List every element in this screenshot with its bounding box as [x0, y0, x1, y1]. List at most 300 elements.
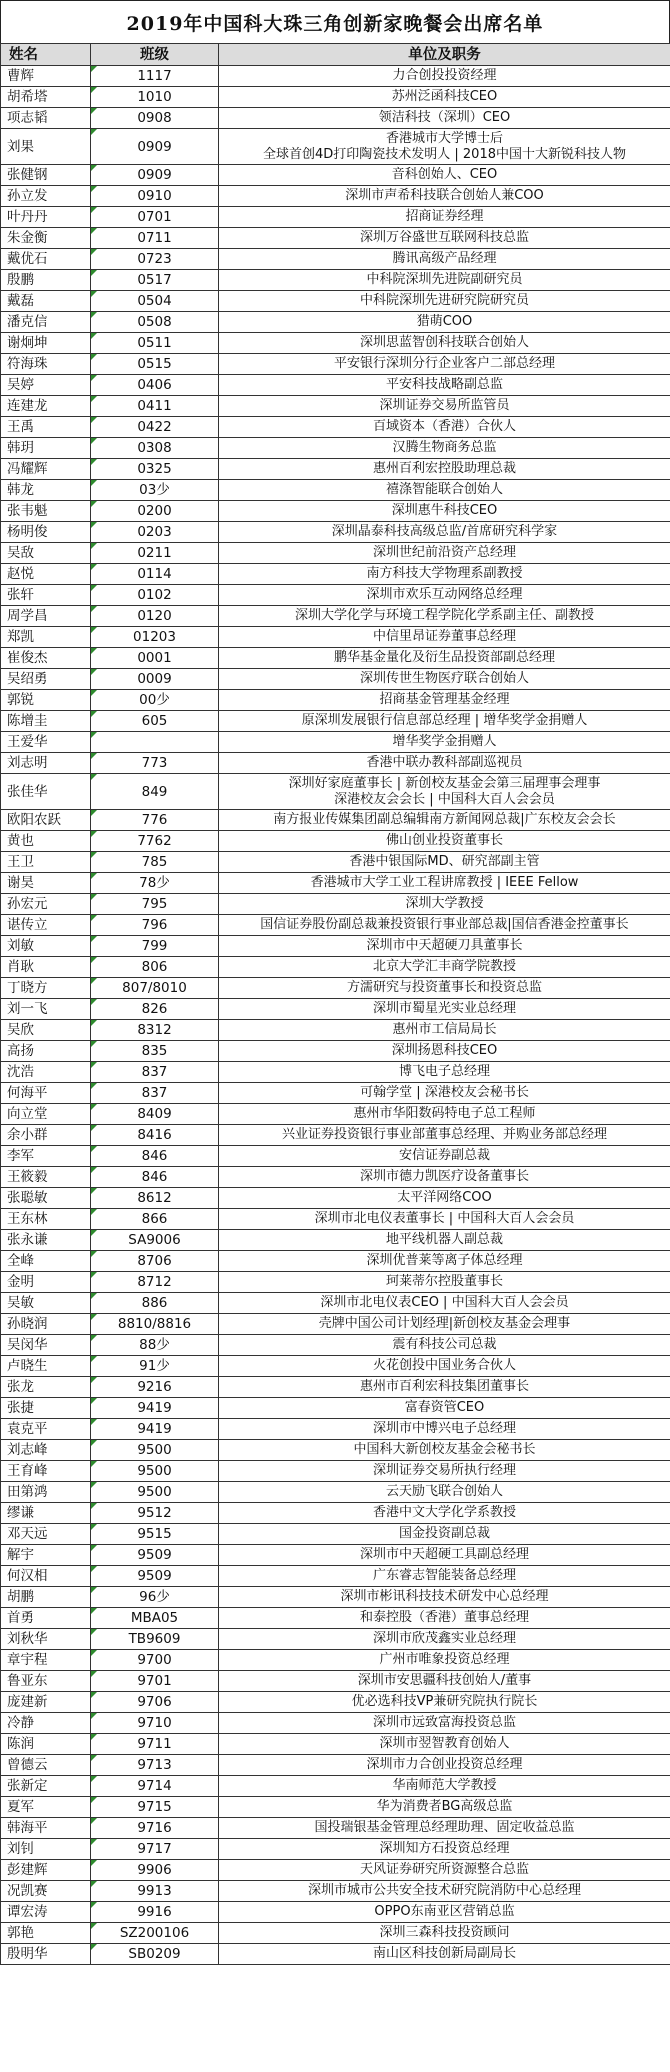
attendee-unit: [219, 564, 670, 585]
table-row: [1, 669, 670, 690]
attendee-name: 韩海平: [1, 1818, 91, 1839]
table-row: [1, 1209, 670, 1230]
unit-line: 全球首创4D打印陶瓷技术发明人 | 2018中国十大新锐科技人物: [262, 146, 626, 162]
attendee-class: 9509: [91, 1566, 219, 1587]
table-row: [1, 1692, 670, 1713]
attendee-class: 9714: [91, 1776, 219, 1797]
attendee-class: 1117: [91, 66, 219, 87]
attendee-class: 0723: [91, 249, 219, 270]
attendee-unit: [219, 1188, 670, 1209]
unit-line: 领洁科技（深圳）CEO: [378, 110, 511, 125]
table-row: [1, 1125, 670, 1146]
table-row: [1, 1293, 670, 1314]
table-row: [1, 1356, 670, 1377]
attendee-unit: [219, 1524, 670, 1545]
attendee-unit: [219, 810, 670, 831]
attendee-name: 冷静: [1, 1713, 91, 1734]
attendee-unit: [219, 1671, 670, 1692]
attendee-class: 8712: [91, 1272, 219, 1293]
unit-line: 深圳市中天超硬刀具董事长: [366, 938, 523, 953]
table-row: [1, 873, 670, 894]
unit-line: 香港中联办教科部副巡视员: [366, 755, 523, 770]
attendee-unit: [219, 873, 670, 894]
attendee-unit: [219, 375, 670, 396]
attendee-class: 796: [91, 915, 219, 936]
table-row: [1, 1734, 670, 1755]
attendee-name: 余小群: [1, 1125, 91, 1146]
table-row: [1, 606, 670, 627]
attendee-name: 韩玥: [1, 438, 91, 459]
attendee-name: 郭艳: [1, 1923, 91, 1944]
table-row: [1, 1104, 670, 1125]
attendee-name: 叶丹丹: [1, 207, 91, 228]
unit-line: 富春资管CEO: [404, 1400, 485, 1415]
table-row: [1, 1188, 670, 1209]
table-row: [1, 66, 670, 87]
attendee-class: 9916: [91, 1902, 219, 1923]
attendee-class: 835: [91, 1041, 219, 1062]
table-row: [1, 564, 670, 585]
attendee-class: 8706: [91, 1251, 219, 1272]
attendee-name: 张新定: [1, 1776, 91, 1797]
attendee-name: 王东林: [1, 1209, 91, 1230]
table-row: [1, 1062, 670, 1083]
attendee-unit: [219, 1650, 670, 1671]
table-row: [1, 375, 670, 396]
attendee-name: 项志韬: [1, 108, 91, 129]
table-row: [1, 1860, 670, 1881]
attendee-unit: [219, 753, 670, 774]
table-body: [1, 66, 670, 1965]
table-row: [1, 1461, 670, 1482]
unit-line: 深圳市城市公共安全技术研究院消防中心总经理: [307, 1883, 581, 1898]
attendee-class: 0908: [91, 108, 219, 129]
attendee-unit: [219, 165, 670, 186]
attendee-class: 0909: [91, 129, 219, 165]
attendee-name: 谭宏涛: [1, 1902, 91, 1923]
table-row: [1, 1755, 670, 1776]
attendee-name: 夏军: [1, 1797, 91, 1818]
table-row: [1, 459, 670, 480]
attendee-name: 孙宏元: [1, 894, 91, 915]
unit-line: 华为消费者BG高级总监: [376, 1799, 513, 1814]
attendee-class: 9512: [91, 1503, 219, 1524]
unit-line: 云天励飞联合创始人: [385, 1484, 503, 1499]
attendee-unit: [219, 87, 670, 108]
table-row: [1, 1608, 670, 1629]
attendee-class: 9906: [91, 1860, 219, 1881]
attendee-unit: [219, 228, 670, 249]
unit-line: 安信证券副总裁: [398, 1148, 490, 1163]
attendee-class: 9717: [91, 1839, 219, 1860]
attendee-class: 9716: [91, 1818, 219, 1839]
attendee-name: 孙立发: [1, 186, 91, 207]
table-row: [1, 480, 670, 501]
table-row: [1, 108, 670, 129]
table-row: [1, 810, 670, 831]
attendee-class: 799: [91, 936, 219, 957]
attendee-name: 王禹: [1, 417, 91, 438]
unit-line: 深圳三森科技投资顾问: [379, 1925, 510, 1940]
unit-line: 广州市唯象投资总经理: [379, 1652, 510, 1667]
unit-line: 禧涤智能联合创始人: [385, 482, 503, 497]
table-row: [1, 1671, 670, 1692]
table-row: [1, 1902, 670, 1923]
unit-line: 平安银行深圳分行企业客户二部总经理: [333, 356, 555, 371]
attendee-name: 吴敏: [1, 1293, 91, 1314]
unit-line: 惠州百利宏控股助理总裁: [372, 461, 516, 476]
attendee-unit: [219, 480, 670, 501]
attendee-name: 彭建辉: [1, 1860, 91, 1881]
attendee-class: [91, 732, 219, 753]
attendee-name: 吴绍勇: [1, 669, 91, 690]
attendee-class: 1010: [91, 87, 219, 108]
unit-line: 深圳市翌智教育创始人: [379, 1736, 510, 1751]
attendee-name: 郑凯: [1, 627, 91, 648]
attendee-unit: [219, 1419, 670, 1440]
table-row: [1, 1167, 670, 1188]
attendee-unit: [219, 1776, 670, 1797]
unit-line: 汉腾生物商务总监: [392, 440, 497, 455]
attendee-class: 0701: [91, 207, 219, 228]
unit-line: 中信里昂证券董事总经理: [372, 629, 516, 644]
table-row: [1, 732, 670, 753]
unit-line: 香港中文大学化学系教授: [372, 1505, 516, 1520]
attendee-unit: [219, 1734, 670, 1755]
unit-line: 香港中银国际MD、研究部副主管: [349, 854, 540, 869]
table-row: [1, 1923, 670, 1944]
attendee-class: 9710: [91, 1713, 219, 1734]
attendee-class: 0102: [91, 585, 219, 606]
attendee-class: 0308: [91, 438, 219, 459]
unit-line: 深圳市北电仪表CEO | 中国科大百人会会员: [320, 1295, 569, 1310]
attendee-unit: [219, 1440, 670, 1461]
attendee-unit: [219, 999, 670, 1020]
attendee-class: 9515: [91, 1524, 219, 1545]
attendee-unit: [219, 354, 670, 375]
attendee-name: 卢晓生: [1, 1356, 91, 1377]
table-row: [1, 957, 670, 978]
attendee-unit: [219, 1104, 670, 1125]
table-row: [1, 627, 670, 648]
attendee-unit: [219, 1335, 670, 1356]
attendee-unit: [219, 186, 670, 207]
attendee-class: 01203: [91, 627, 219, 648]
attendee-unit: [219, 852, 670, 873]
attendee-class: 00少: [91, 690, 219, 711]
table-row: [1, 1881, 670, 1902]
attendee-name: 朱金衡: [1, 228, 91, 249]
table-header-row: [1, 44, 670, 66]
attendee-unit: [219, 522, 670, 543]
attendee-name: 鲁亚东: [1, 1671, 91, 1692]
attendee-name: 张轩: [1, 585, 91, 606]
attendee-name: 周学昌: [1, 606, 91, 627]
attendee-unit: [219, 249, 670, 270]
attendee-name: 全峰: [1, 1251, 91, 1272]
attendee-name: 孙晓润: [1, 1314, 91, 1335]
attendee-name: 符海珠: [1, 354, 91, 375]
attendee-name: 王爱华: [1, 732, 91, 753]
attendee-unit: [219, 543, 670, 564]
attendee-name: 何海平: [1, 1083, 91, 1104]
table-row: [1, 1797, 670, 1818]
unit-line: 深圳晶泰科技高级总监/首席研究科学家: [331, 524, 558, 539]
unit-line: 地平线机器人副总裁: [385, 1232, 503, 1247]
attendee-name: 田第鸿: [1, 1482, 91, 1503]
table-row: [1, 585, 670, 606]
unit-line: 珂莱蒂尔控股董事长: [385, 1274, 503, 1289]
attendee-unit: [219, 66, 670, 87]
attendee-name: 吴婷: [1, 375, 91, 396]
attendee-name: 张健钢: [1, 165, 91, 186]
table-row: [1, 1566, 670, 1587]
unit-line: 北京大学汇丰商学院教授: [372, 959, 516, 974]
attendee-name: 王卫: [1, 852, 91, 873]
table-row: [1, 915, 670, 936]
attendee-unit: [219, 108, 670, 129]
attendee-name: 金明: [1, 1272, 91, 1293]
attendee-unit: [219, 1398, 670, 1419]
table-row: [1, 1650, 670, 1671]
unit-line: 壳牌中国公司计划经理|新创校友基金会理事: [318, 1316, 571, 1331]
attendee-unit: [219, 501, 670, 522]
unit-line: 惠州市工信局局长: [392, 1022, 497, 1037]
unit-line: 深圳传世生物医疗联合创始人: [359, 671, 529, 686]
table-row: [1, 648, 670, 669]
attendee-unit: [219, 1356, 670, 1377]
attendee-unit: [219, 894, 670, 915]
attendee-class: 0120: [91, 606, 219, 627]
attendee-name: 刘志明: [1, 753, 91, 774]
unit-line: 惠州市百利宏科技集团董事长: [359, 1379, 529, 1394]
attendee-class: 9711: [91, 1734, 219, 1755]
unit-line: 华南师范大学教授: [392, 1778, 497, 1793]
attendee-unit: [219, 459, 670, 480]
table-row: [1, 522, 670, 543]
unit-line: 广东睿志智能装备总经理: [372, 1568, 516, 1583]
attendee-unit: [219, 1944, 670, 1965]
unit-line: 深圳市力合创业投资总经理: [366, 1757, 523, 1772]
attendee-unit: [219, 1293, 670, 1314]
unit-line: 深圳市蜀星光实业总经理: [372, 1001, 516, 1016]
attendee-name: 张韦魁: [1, 501, 91, 522]
unit-line: 深圳市彬讯科技技术研发中心总经理: [340, 1589, 549, 1604]
unit-line: 深圳扬恩科技CEO: [391, 1043, 498, 1058]
attendee-class: 9715: [91, 1797, 219, 1818]
attendee-name: 张佳华: [1, 774, 91, 810]
attendee-name: 向立堂: [1, 1104, 91, 1125]
attendee-class: 846: [91, 1167, 219, 1188]
attendee-unit: [219, 1713, 670, 1734]
unit-line: 太平洋网络COO: [397, 1190, 492, 1205]
attendee-name: 欧阳农跃: [1, 810, 91, 831]
attendee-class: 0200: [91, 501, 219, 522]
table-row: [1, 1839, 670, 1860]
attendee-name: 高扬: [1, 1041, 91, 1062]
attendee-class: 866: [91, 1209, 219, 1230]
attendee-unit: [219, 690, 670, 711]
unit-line: 国信证券股份副总裁兼投资银行事业部总裁|国信香港金控董事长: [260, 917, 629, 932]
table-row: [1, 417, 670, 438]
attendee-unit: [219, 1272, 670, 1293]
table-row: [1, 936, 670, 957]
attendee-class: 9419: [91, 1419, 219, 1440]
unit-line: 深圳大学教授: [405, 896, 484, 911]
attendee-name: 吴敌: [1, 543, 91, 564]
table-row: [1, 1944, 670, 1965]
table-row: [1, 1629, 670, 1650]
unit-line: 中国科大新创校友基金会秘书长: [353, 1442, 536, 1457]
attendee-class: 9500: [91, 1482, 219, 1503]
unit-line: 腾讯高级产品经理: [392, 251, 497, 266]
table-row: [1, 249, 670, 270]
attendee-class: 785: [91, 852, 219, 873]
unit-line: 音科创始人、CEO: [391, 167, 498, 182]
attendee-unit: [219, 1146, 670, 1167]
attendee-class: 0009: [91, 669, 219, 690]
attendee-unit: [219, 627, 670, 648]
attendee-name: 刘一飞: [1, 999, 91, 1020]
unit-line: 南山区科技创新局副局长: [372, 1946, 516, 1961]
attendee-name: 连建龙: [1, 396, 91, 417]
attendee-class: 96少: [91, 1587, 219, 1608]
attendee-name: 陈润: [1, 1734, 91, 1755]
table-row: [1, 1482, 670, 1503]
attendee-unit: [219, 1923, 670, 1944]
attendee-unit: [219, 129, 670, 165]
table-row: [1, 999, 670, 1020]
attendee-unit: [219, 711, 670, 732]
table-row: [1, 87, 670, 108]
attendee-name: 赵悦: [1, 564, 91, 585]
attendee-name: 谢昊: [1, 873, 91, 894]
attendee-class: 03少: [91, 480, 219, 501]
unit-line: 深圳市北电仪表董事长 | 中国科大百人会会员: [314, 1211, 575, 1226]
attendee-unit: [219, 1608, 670, 1629]
attendee-name: 刘敏: [1, 936, 91, 957]
attendee-class: 846: [91, 1146, 219, 1167]
unit-line: 中科院深圳先进院副研究员: [366, 272, 523, 287]
attendee-class: 0422: [91, 417, 219, 438]
unit-line: 深圳市德力凯医疗设备董事长: [359, 1169, 529, 1184]
attendee-class: 8312: [91, 1020, 219, 1041]
attendee-class: 0909: [91, 165, 219, 186]
attendee-name: 曹辉: [1, 66, 91, 87]
attendee-class: 8416: [91, 1125, 219, 1146]
table-row: [1, 831, 670, 852]
attendee-class: 795: [91, 894, 219, 915]
attendee-unit: [219, 1902, 670, 1923]
attendee-name: 殷鹏: [1, 270, 91, 291]
unit-line: 深圳世纪前沿资产总经理: [372, 545, 516, 560]
attendee-name: 丁晓方: [1, 978, 91, 999]
table-row: [1, 291, 670, 312]
unit-line: 震有科技公司总裁: [392, 1337, 497, 1352]
unit-line: 南方科技大学物理系副教授: [366, 566, 523, 581]
attendee-unit: [219, 1461, 670, 1482]
attendee-class: 9713: [91, 1755, 219, 1776]
attendee-name: 刘志峰: [1, 1440, 91, 1461]
attendee-name: 刘秋华: [1, 1629, 91, 1650]
unit-line: 深圳市欢乐互动网络总经理: [366, 587, 523, 602]
table-row: [1, 774, 670, 810]
attendee-unit: [219, 1587, 670, 1608]
unit-line: 增华奖学金捐赠人: [392, 734, 497, 749]
attendee-name: 陈增圭: [1, 711, 91, 732]
unit-line: 深圳优普莱等离子体总经理: [366, 1253, 523, 1268]
attendee-class: MBA05: [91, 1608, 219, 1629]
attendee-unit: [219, 1629, 670, 1650]
attendee-unit: [219, 669, 670, 690]
attendee-unit: [219, 732, 670, 753]
attendee-class: 0517: [91, 270, 219, 291]
unit-line: 深圳市中博兴电子总经理: [372, 1421, 516, 1436]
attendee-name: 邓天远: [1, 1524, 91, 1545]
unit-line: 南方报业传媒集团副总编辑南方新闻网总裁|广东校友会会长: [273, 812, 616, 827]
attendee-unit: [219, 1020, 670, 1041]
attendee-name: 戴磊: [1, 291, 91, 312]
attendee-class: 8409: [91, 1104, 219, 1125]
attendee-class: 0203: [91, 522, 219, 543]
attendee-name: 袁克平: [1, 1419, 91, 1440]
attendee-class: 8612: [91, 1188, 219, 1209]
attendee-class: 9216: [91, 1377, 219, 1398]
attendee-class: 773: [91, 753, 219, 774]
attendee-class: 8810/8816: [91, 1314, 219, 1335]
attendee-class: 0910: [91, 186, 219, 207]
attendee-class: 0411: [91, 396, 219, 417]
attendee-class: 78少: [91, 873, 219, 894]
table-row: [1, 1272, 670, 1293]
unit-line: 方濡研究与投资董事长和投资总监: [346, 980, 542, 995]
attendee-unit: [219, 1839, 670, 1860]
attendee-unit: [219, 936, 670, 957]
unit-line: 猎萌COO: [416, 314, 473, 329]
attendee-unit: [219, 585, 670, 606]
attendee-class: 0211: [91, 543, 219, 564]
attendee-class: SB0209: [91, 1944, 219, 1965]
unit-line: 平安科技战略副总监: [385, 377, 503, 392]
attendee-name: 沈浩: [1, 1062, 91, 1083]
attendee-class: 849: [91, 774, 219, 810]
table-row: [1, 543, 670, 564]
unit-line: 力合创投投资经理: [392, 68, 497, 83]
attendee-unit: [219, 333, 670, 354]
attendee-class: 7762: [91, 831, 219, 852]
attendee-unit: [219, 978, 670, 999]
unit-line: 深港校友会会长 | 中国科大百人会会员: [334, 791, 555, 807]
attendee-unit: [219, 312, 670, 333]
unit-line: 百域资本（香港）合伙人: [372, 419, 516, 434]
unit-line: 可翰学堂 | 深港校友会秘书长: [360, 1085, 529, 1100]
attendee-unit: [219, 915, 670, 936]
table-row: [1, 1776, 670, 1797]
attendee-unit: [219, 417, 670, 438]
attendee-name: 韩龙: [1, 480, 91, 501]
attendee-name: 章宇程: [1, 1650, 91, 1671]
attendee-unit: [219, 438, 670, 459]
unit-line: 惠州市华阳数码特电子总工程师: [353, 1106, 536, 1121]
attendee-name: 何汉相: [1, 1566, 91, 1587]
attendee-name: 杨明俊: [1, 522, 91, 543]
attendee-name: 庞建新: [1, 1692, 91, 1713]
unit-line: 国金投资副总裁: [398, 1526, 490, 1541]
attendee-name: 崔俊杰: [1, 648, 91, 669]
unit-line: 深圳思蓝智创科技联合创始人: [359, 335, 529, 350]
attendee-unit: [219, 1860, 670, 1881]
attendee-unit: [219, 1881, 670, 1902]
